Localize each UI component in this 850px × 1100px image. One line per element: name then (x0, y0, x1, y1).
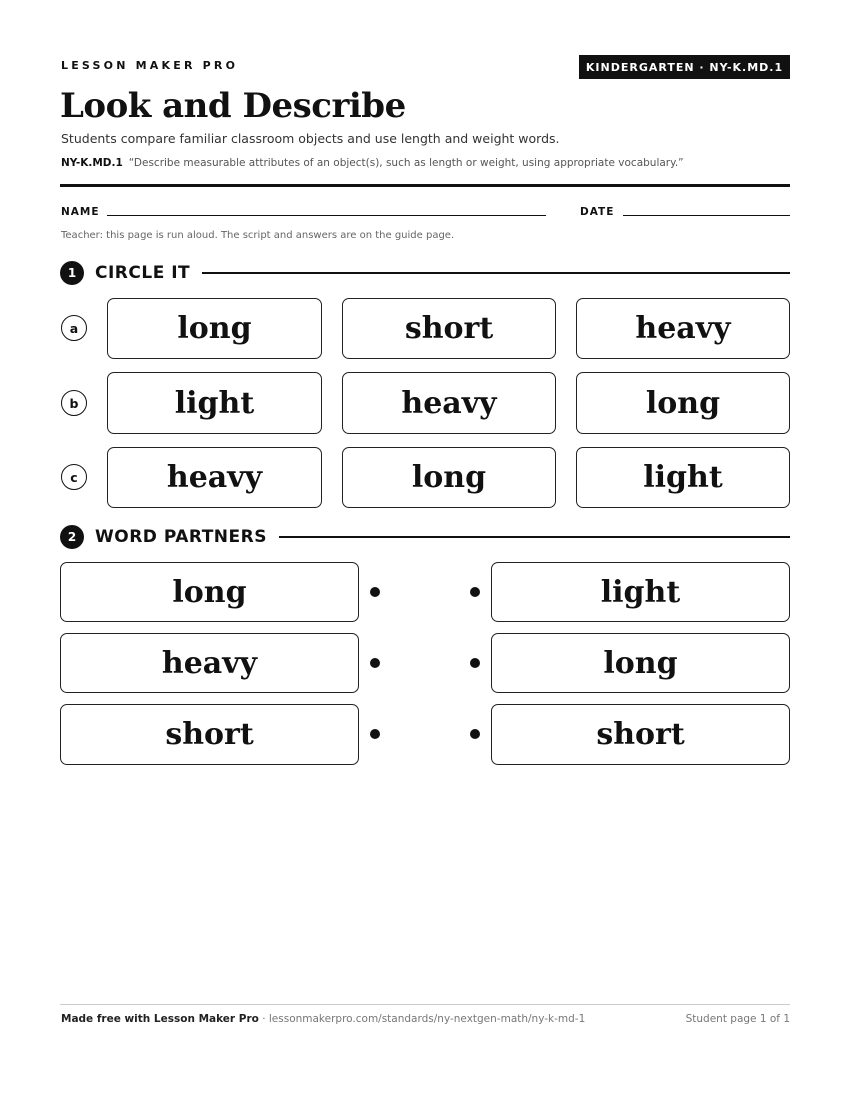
match-dot-right[interactable] (470, 587, 480, 597)
section-circle-it-header (60, 261, 790, 285)
circle-word-b1[interactable]: light (107, 372, 322, 434)
circle-word-c1[interactable]: heavy (107, 447, 322, 508)
section-number: 2 (60, 525, 84, 549)
section-title: CIRCLE IT (95, 263, 191, 283)
standard-line (61, 157, 684, 169)
footer-made-with: Made free with Lesson Maker Pro (61, 1013, 259, 1025)
date-label: DATE (580, 206, 615, 218)
grade-badge: KINDERGARTEN · NY-K.MD.1 (579, 55, 790, 79)
standard-code: NY-K.MD.1 (61, 157, 123, 169)
footer-url[interactable]: · lessonmakerpro.com/standards/ny-nextgen-math/ny-k-md-1 (258, 1013, 586, 1025)
row-letter-b: b (61, 390, 87, 416)
page-subtitle: Students compare familiar classroom objects and use length and weight words. (61, 131, 560, 146)
match-right-word[interactable]: long (491, 633, 790, 693)
match-left-word[interactable]: heavy (60, 633, 359, 693)
match-dot-right[interactable] (470, 658, 480, 668)
footer-credit (61, 1013, 585, 1025)
circle-word-a1[interactable]: long (107, 298, 322, 359)
match-left-word[interactable]: long (60, 562, 359, 622)
match-dot-right[interactable] (470, 729, 480, 739)
teacher-note: Teacher: this page is run aloud. The script and answers are on the guide page. (61, 230, 455, 241)
circle-word-c3[interactable]: light (576, 447, 790, 508)
match-dot-left[interactable] (370, 587, 380, 597)
section-title: WORD PARTNERS (95, 527, 267, 547)
match-dot-left[interactable] (370, 729, 380, 739)
section-number: 1 (60, 261, 84, 285)
match-dot-left[interactable] (370, 658, 380, 668)
name-field[interactable] (107, 215, 546, 216)
section-divider (202, 272, 790, 274)
row-letter-c: c (61, 464, 87, 490)
section-word-partners-header (60, 525, 790, 549)
page-title: Look and Describe (60, 86, 406, 126)
match-left-word[interactable]: short (60, 704, 359, 765)
date-field[interactable] (623, 215, 790, 216)
match-right-word[interactable]: light (491, 562, 790, 622)
brand-name: LESSON MAKER PRO (61, 59, 239, 72)
circle-word-c2[interactable]: long (342, 447, 556, 508)
footer-divider (60, 1004, 790, 1005)
header-divider (60, 184, 790, 187)
name-label: NAME (61, 206, 100, 218)
match-right-word[interactable]: short (491, 704, 790, 765)
circle-word-a3[interactable]: heavy (576, 298, 790, 359)
circle-word-a2[interactable]: short (342, 298, 556, 359)
circle-word-b3[interactable]: long (576, 372, 790, 434)
row-letter-a: a (61, 315, 87, 341)
standard-text: “Describe measurable attributes of an object(s), such as length or weight, using appropriate vocabulary.” (128, 157, 684, 169)
footer-page-number: Student page 1 of 1 (685, 1013, 790, 1025)
circle-word-b2[interactable]: heavy (342, 372, 556, 434)
section-divider (279, 536, 790, 538)
